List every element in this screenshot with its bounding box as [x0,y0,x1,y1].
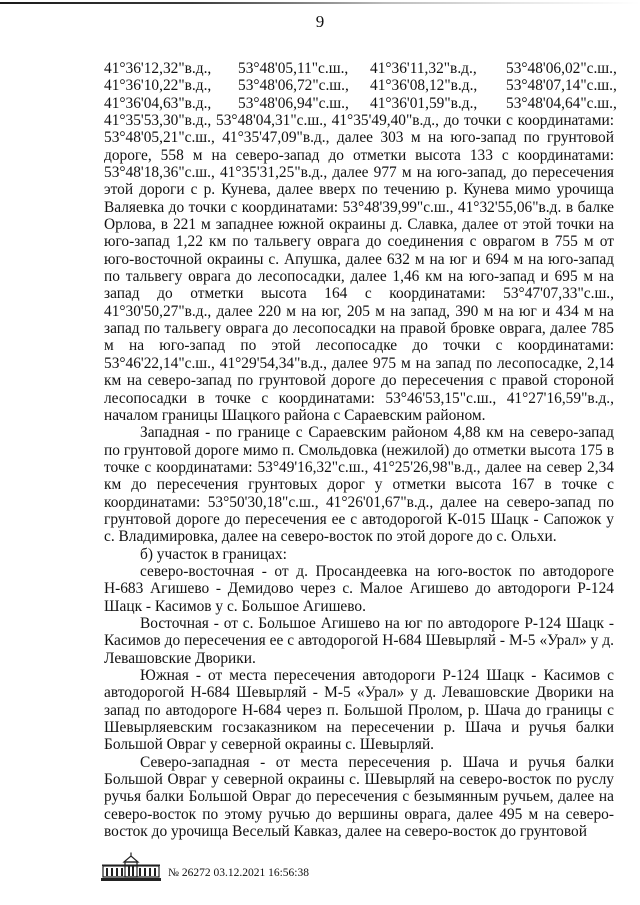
coordinate-cell: 41°36'10,22"в.д., [104,77,212,95]
coordinate-cell: 41°36'11,32"в.д., [370,60,477,77]
coordinate-cell: 53°48'06,72"с.ш., [238,77,349,95]
coordinates-table [104,60,617,112]
section-b-heading: б) участок в границах: [140,545,287,563]
coordinates-row [104,94,617,112]
eastern-boundary-paragraph: Восточная - от с. Большое Агишево на юг по автодороге Р-124 Шацк - Касимов до пересечения ее с автодорогой Н-684 Шевырляй - М-5 «Урал» у д. Левашовские Дворики. [104,614,614,667]
coordinate-cell: 41°36'12,32"в.д., [104,60,212,77]
western-boundary-paragraph: Западная - по границе с Сараевским районом 4,88 км на северо-запад по грунтовой дороге мимо п. Смольдовка (нежилой) до отметки высота 175 в точке с координатами: 53°49'16,32"с.ш., 41°25'26,98"в.д., далее на север 2,34 км до пересечения грунтовых дорог у отметки высота 167 в точке с координатами: 53°50'30,18"с.ш., 41°26'01,67"в.д., далее на северо-запад по грунтовой дороге до пересечения ее с автодорогой К-015 Шацк - Сапожок у с. Владимировка, далее на северо-восток по этой дороге до с. Ольхи. [104,424,614,546]
coordinate-cell: 53°48'06,94"с.ш., [238,94,349,112]
registration-stamp: № 26272 03.12.2021 16:56:38 [168,867,309,879]
coordinate-cell: 53°48'06,02"с.ш., [506,60,617,77]
page-number: 9 [315,12,325,31]
government-building-icon [100,852,162,882]
boundary-continuation-paragraph: 41°35'53,30"в.д., 53°48'04,31"с.ш., 41°35'49,40"в.д., до точки с координатами: 53°48'05,21"с.ш., 41°35'47,09"в.д., далее 303 м на юго-запад по грунтовой дороге, 558 м на северо-запад до отметки высота 133 с координатами: 53°48'18,36"с.ш., 41°35'31,25"в.д., далее 977 м на юго-запад, до пересечения этой дороги с р. Кунева, далее вверх по течению р. Кунева мимо урочища Валяевка до точки с координатами: 53°48'39,99"с.ш., 41°32'55,06"в.д. в балке Орлова, в 221 м западнее южной окраины д. Славка, далее от этой точки на юго-запад 1,22 км по тальвегу оврага до соединения с оврагом в 755 м от юго-восточной окраины с. Апушка, далее 632 м на юг и 694 м на юго-запад по тальвегу оврага до лесопосадки, далее 1,46 км на юго-запад и 695 м на запад до отметки высота 164 с координатами: 53°47'07,33"с.ш., 41°30'50,27"в.д., далее 220 м на юг, 205 м на запад, 390 м на юг и 434 м на запад по тальвегу оврага до лесопосадки на правой бровке оврага, далее 785 м на юго-запад по этой лесопосадке до точки с координатами: 53°46'22,14"с.ш., 41°29'54,34"в.д., далее 975 м на запад по лесопосадке, 2,14 км на северо-запад по грунтовой дороге до пересечения с правой стороной лесопосадки в точке с координатами: 53°46'53,15"с.ш., 41°27'16,59"в.д., началом границы Шацкого района с Сараевским районом. [104,112,614,424]
southern-boundary-paragraph: Южная - от места пересечения автодороги Р-124 Шацк - Касимов с автодорогой Н-684 Шевырляй - М-5 «Урал» у д. Левашовские Дворики на запад по автодороге Н-684 через п. Большой Пролом, р. Шача до границы с Шевырляевским госзаказником на пересечении р. Шача и ручья балки Большой Овраг у северной окраины с. Шевырляй. [104,667,614,754]
coordinates-row [104,77,617,95]
coordinate-cell: 41°36'04,63"в.д., [104,94,212,112]
northwestern-boundary-paragraph: Северо-западная - от места пересечения р. Шача и ручья балки Большой Овраг у северной окраины с. Шевырляй на северо-восток по руслу ручья балки Большой Овраг до пересечения с безымянным ручьем, далее на северо-восток по этому ручью до вершины оврага, далее 495 м на северо-восток до урочища Веселый Кавказ, далее на северо-восток до грунтовой [104,753,614,841]
document-body [104,112,614,840]
northeastern-boundary-paragraph: северо-восточная - от д. Просандеевка на юго-восток по автодороге Н-683 Агишево - Демидово через с. Малое Агишево до автодороги Р-124 Шацк - Касимов у с. Большое Агишево. [104,562,614,615]
document-footer [100,852,620,892]
scan-edge-line [0,2,640,4]
coordinate-cell: 41°36'08,12"в.д., [370,77,478,95]
coordinate-cell: 53°48'05,11"с.ш., [238,60,349,77]
coordinate-cell: 53°48'07,14"с.ш., [506,77,617,95]
coordinate-cell: 41°36'01,59"в.д., [370,94,478,112]
coordinates-row [104,60,617,77]
coordinate-cell: 53°48'04,64"с.ш., [506,94,617,112]
